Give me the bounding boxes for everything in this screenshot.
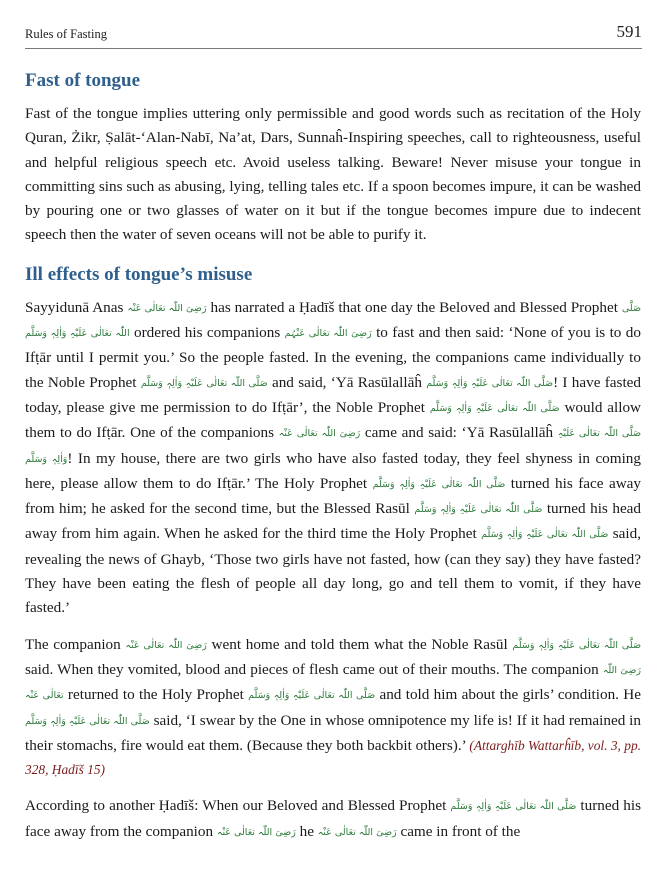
arabic-salawat: صَلَّی اللّٰہ تعَالٰی عَلَیْہِ وَاٰلِہٖ وَسَلَّم: [25, 302, 642, 340]
text-segment: ! I have fasted today, please give me permission to do Ifṭār’, the Noble Prophet: [25, 373, 642, 416]
citation: (Attarghīb Wattarĥīb, vol. 3, pp. 328, Ḥadīš 15): [25, 737, 642, 778]
paragraph-another-hadith: [25, 794, 641, 845]
arabic-salawat: صَلَّی اللّٰہ تعَالٰی عَلَیْہِ وَاٰلِہٖ وَسَلَّم: [25, 715, 150, 727]
text-segment: came in front of the: [400, 822, 521, 840]
text-segment: went home and told them what the Noble Rasūl: [211, 635, 508, 653]
heading-ill-effects: Ill effects of tongue’s misuse: [25, 263, 253, 285]
page-header: [25, 20, 642, 49]
arabic-salawat: صَلَّی اللّٰہ تعَالٰی عَلَیْہِ وَاٰلِہٖ وَسَلَّم: [450, 801, 577, 813]
arabic-salawat: صَلَّی اللّٰہ تعَالٰی عَلَیْہِ وَاٰلِہٖ وَسَلَّم: [481, 529, 609, 541]
arabic-honorific: رَضِیَ اللّٰہ تعَالٰی عَنْہ: [127, 302, 207, 314]
paragraph-companion: [25, 633, 641, 783]
text-segment: The companion: [25, 635, 121, 653]
arabic-salawat: صَلَّی اللّٰہ تعَالٰی عَلَیْہِ وَاٰلِہٖ وَسَلَّم: [372, 478, 506, 490]
arabic-honorific: رَضِیَ اللّٰہ تعَالٰی عَنْہ: [278, 428, 361, 440]
arabic-honorific: رَضِیَ اللّٰہ تعَالٰی عَنْہ: [125, 639, 207, 651]
text-segment: returned to the Holy Prophet: [67, 686, 244, 704]
arabic-honorific: رَضِیَ اللّٰہ تعَالٰی عَنْہ: [317, 826, 397, 838]
text-segment: said, revealing the news of Ghayb, ‘Those two girls have not fasted, how (can they say) they have fasted? They have been eating the flesh of people all day long, go and tell them to vomit, if they have fasted.’: [25, 525, 642, 617]
heading-fast-of-tongue: Fast of tongue: [25, 70, 141, 91]
text-segment: would allow them to do Ifṭār. One of the companions: [25, 398, 642, 442]
arabic-honorific: رَضِیَ اللّٰہ تعَالٰی عَنْہ: [216, 826, 296, 838]
arabic-salawat: صَلَّی اللّٰہ تعَالٰی عَلَیْہِ وَاٰلِہٖ وَسَلَّم: [414, 504, 543, 516]
text-segment: said, ‘I swear by the One in whose omnipotence my life is! If it had remained in their stomachs, fire would eat them. (Because they both backbit others).’: [25, 711, 642, 754]
arabic-salawat: صَلَّی اللّٰہ تعَالٰی عَلَیْہِ وَاٰلِہٖ وَسَلَّم: [512, 639, 642, 651]
text-segment: turned his head away from him again. When he asked for the third time the Holy Prophet: [25, 500, 642, 543]
page-number: 591: [616, 22, 642, 41]
text-segment: ordered his companions: [133, 324, 281, 342]
arabic-salawat: صَلَّی اللّٰہ تعَالٰی عَلَیْہِ وَاٰلِہٖ وَسَلَّم: [25, 428, 642, 465]
text-segment: Sayyidunā Anas: [25, 298, 124, 316]
text-segment: to fast and then said: ‘None of you is to do Ifṭār until I permit you.’ So the people fasted. In the evening, the companions came individually to the Noble Prophet: [25, 324, 641, 391]
text-segment: ! In my house, there are two girls who have also fasted today, they feel shyness in coming here, please allow them to do Ifṭār.’ The Holy Prophet: [25, 449, 641, 492]
text-segment: has narrated a Ḥadīš that one day the Beloved and Blessed Prophet: [210, 298, 618, 316]
paragraph-fast-of-tongue: Fast of the tongue implies uttering only permissible and good words such as recitation of the Holy Quran, Żikr, Ṣalāt-‘Alan-Nabī, Na’at, Dars, Sunnaĥ-Inspiring speeches, call to righteousness, useful and helpful religious speech etc. Avoid useless talking. Beware! Never misuse your tongue in committing sins such as abusing, lying, telling tales etc. If a spoon becomes impure, it can be washed by pouring one or two glasses of water on it but if the tongue becomes impure due to indecent speech then the water of seven oceans will not be able to purify it.: [25, 105, 641, 244]
text-segment: According to another Ḥadīš: When our Beloved and Blessed Prophet: [25, 797, 447, 815]
text-segment: and told him about the girls’ condition. He: [379, 686, 642, 704]
text-segment: he: [299, 822, 314, 840]
arabic-honorific: رَضِیَ اللّٰہ تعَالٰی عَنْہُم: [284, 328, 372, 340]
text-segment: and said, ‘Yā Rasūlallāĥ: [271, 373, 422, 391]
page-content: [25, 66, 641, 845]
text-segment: turned his face away from the companion: [25, 797, 642, 840]
arabic-salawat: صَلَّی اللّٰہ تعَالٰی عَلَیْہِ وَاٰلِہٖ وَسَلَّم: [429, 402, 560, 414]
running-title: Rules of Fasting: [25, 27, 107, 41]
arabic-salawat: صَلَّی اللّٰہ تعَالٰی عَلَیْہِ وَاٰلِہٖ وَسَلَّم: [140, 377, 268, 389]
arabic-honorific: رَضِیَ اللّٰہ تعَالٰی عَنْہ: [25, 664, 641, 702]
text-segment: came and said: ‘Yā Rasūlallāĥ: [364, 424, 554, 442]
text-segment: turned his face away from him; he asked for the second time, but the Blessed Rasūl: [25, 474, 642, 518]
text-segment: said. When they vomited, blood and pieces of flesh came out of their mouths. The companion: [25, 660, 599, 678]
arabic-salawat: صَلَّی اللّٰہ تعَالٰی عَلَیْہِ وَاٰلِہٖ وَسَلَّم: [426, 377, 554, 389]
paragraph-hadith: [25, 296, 641, 621]
arabic-salawat: صَلَّی اللّٰہ تعَالٰی عَلَیْہِ وَاٰلِہٖ وَسَلَّم: [248, 690, 376, 702]
